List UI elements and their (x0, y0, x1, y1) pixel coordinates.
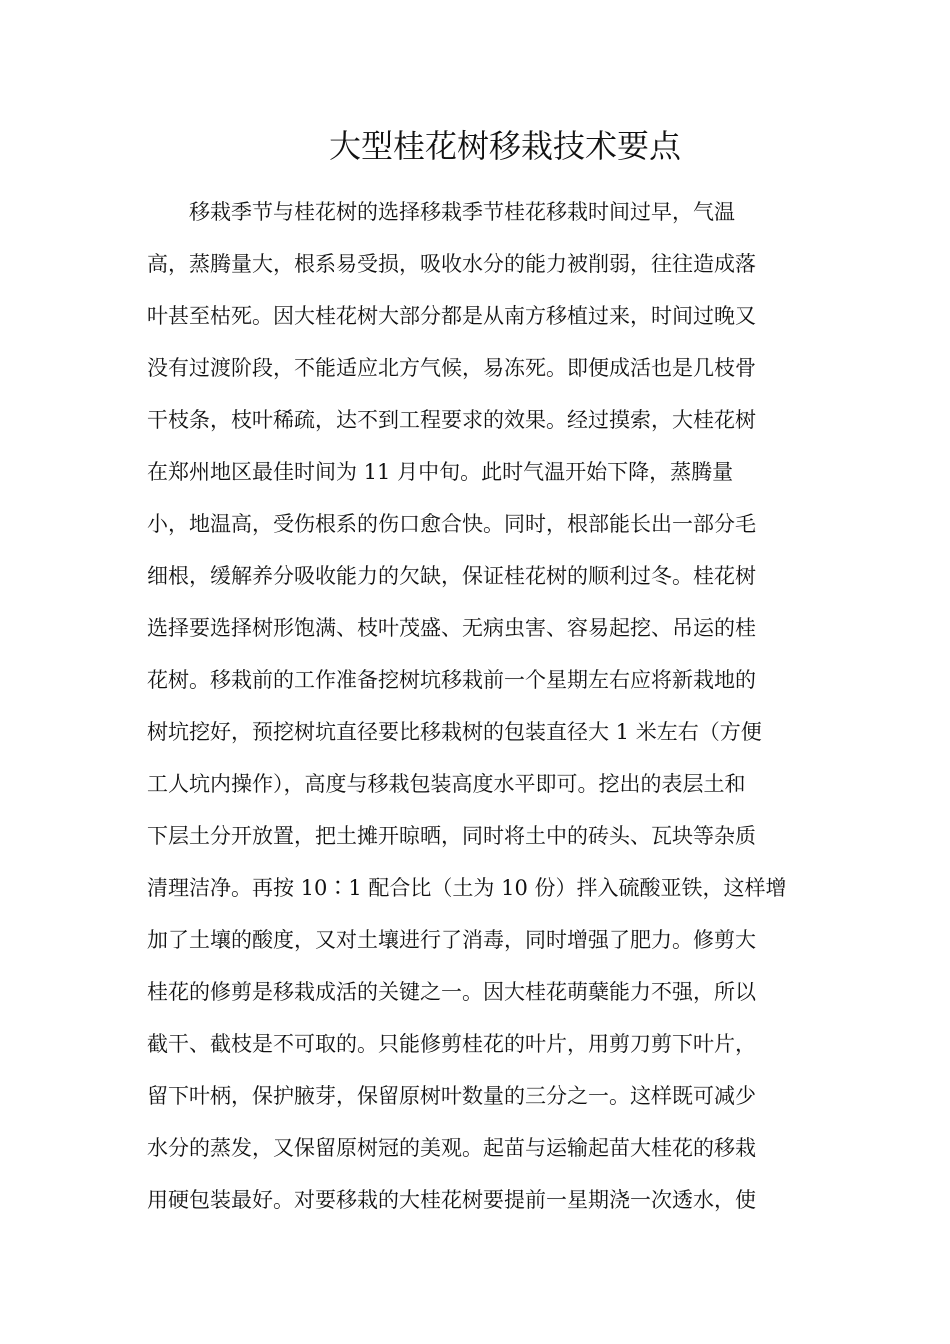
text-line: 水分的蒸发，又保留原树冠的美观。起苗与运输起苗大桂花的移栽 (147, 1136, 756, 1160)
text-line: 没有过渡阶段，不能适应北方气候，易冻死。即便成活也是几枝骨 (147, 356, 756, 380)
text-line: 清理洁净。再按 10∶1 配合比（土为 10 份）拌入硫酸亚铁，这样增 (147, 876, 787, 900)
text-line: 加了土壤的酸度，又对土壤进行了消毒，同时增强了肥力。修剪大 (147, 928, 756, 952)
document-title: 大型桂花树移栽技术要点 (328, 127, 681, 165)
text-line: 下层土分开放置，把土摊开晾晒，同时将土中的砖头、瓦块等杂质 (147, 824, 756, 848)
text-line: 选择要选择树形饱满、枝叶茂盛、无病虫害、容易起挖、吊运的桂 (147, 616, 756, 640)
text-line: 桂花的修剪是移栽成活的关键之一。因大桂花萌蘖能力不强，所以 (147, 980, 756, 1004)
body-paragraph (147, 186, 807, 1226)
text-line: 干枝条，枝叶稀疏，达不到工程要求的效果。经过摸索，大桂花树 (147, 408, 756, 432)
text-line: 在郑州地区最佳时间为 11 月中旬。此时气温开始下降，蒸腾量 (147, 460, 734, 484)
text-line: 截干、截枝是不可取的。只能修剪桂花的叶片，用剪刀剪下叶片， (147, 1032, 756, 1056)
text-line: 细根，缓解养分吸收能力的欠缺，保证桂花树的顺利过冬。桂花树 (147, 564, 756, 588)
text-line: 叶甚至枯死。因大桂花树大部分都是从南方移植过来，时间过晚又 (147, 304, 756, 328)
text-line: 用硬包装最好。对要移栽的大桂花树要提前一星期浇一次透水，使 (147, 1188, 756, 1212)
text-line: 留下叶柄，保护腋芽，保留原树叶数量的三分之一。这样既可减少 (147, 1084, 756, 1108)
text-line: 工人坑内操作），高度与移栽包装高度水平即可。挖出的表层土和 (147, 772, 746, 796)
text-line: 花树。移栽前的工作准备挖树坑移栽前一个星期左右应将新栽地的 (147, 668, 756, 692)
text-line: 移栽季节与桂花树的选择移栽季节桂花移栽时间过早，气温 (189, 200, 735, 224)
text-line: 小，地温高，受伤根系的伤口愈合快。同时，根部能长出一部分毛 (147, 512, 756, 536)
text-line: 树坑挖好，预挖树坑直径要比移栽树的包装直径大 1 米左右（方便 (147, 720, 762, 744)
text-line: 高，蒸腾量大，根系易受损，吸收水分的能力被削弱，往往造成落 (147, 252, 756, 276)
